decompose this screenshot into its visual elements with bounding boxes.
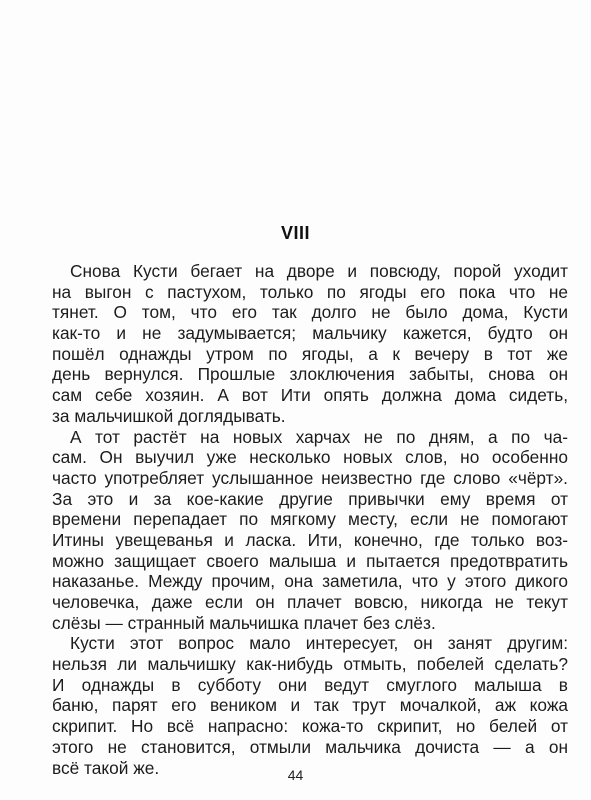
text-line: можно защищает своего малыша и пытается предотвратить	[52, 550, 568, 571]
paragraph-3	[52, 633, 568, 778]
text-line: Итины увещеванья и ласка. Ити, конечно, где только воз-	[52, 529, 568, 550]
text-line: день вернулся. Прошлые злоключения забыты, снова он	[52, 364, 568, 385]
text-line: А тот растёт на новых харчах не по дням, а по ча-	[70, 426, 568, 447]
chapter-body	[52, 261, 568, 778]
text-line: скрипит. Но всё напрасно: кожа-то скрипит, но белей от	[52, 716, 568, 737]
text-line: часто употребляет услышанное неизвестно где слово «чёрт».	[52, 467, 568, 488]
text-line: пошёл однажды утром по ягоды, а к вечеру в тот же	[52, 343, 568, 364]
text-line: Снова Кусти бегает на дворе и повсюду, порой уходит	[70, 261, 568, 281]
text-line: наказанье. Между прочим, она заметила, что у этого дикого	[52, 571, 568, 592]
text-line: времени перепадает по мягкому месту, если не помогают	[52, 509, 568, 530]
text-line: Кусти этот вопрос мало интересует, он занят другим:	[70, 633, 568, 654]
text-line: сам себе хозяин. А вот Ити опять должна дома сидеть,	[52, 385, 568, 406]
paragraph-1	[52, 261, 568, 427]
text-line: нельзя ли мальчишку как-нибудь отмыть, побелей сделать?	[52, 654, 568, 675]
text-line: сам. Он выучил уже несколько новых слов, но особенно	[52, 447, 568, 468]
page-number: 44	[287, 767, 304, 783]
text-line: как-то и не задумывается; мальчику кажется, будто он	[52, 323, 568, 344]
text-line: И однажды в субботу они ведут смуглого малыша в	[52, 674, 568, 695]
text-line: слёзы — странный мальчишка плачет без слёз.	[52, 612, 436, 633]
text-line: За это и за кое-какие другие привычки ему время от	[52, 488, 568, 509]
text-line: всё такой же.	[52, 757, 160, 778]
text-line: за мальчишкой доглядывать.	[52, 405, 286, 426]
text-line: человечка, даже если он плачет вовсю, никогда не текут	[52, 592, 568, 612]
chapter-heading: VIII	[280, 223, 310, 243]
text-line: этого не становится, отмыли мальчика дочиста — а он	[52, 736, 568, 757]
text-line: баню, парят его веником и так трут мочалкой, аж кожа	[52, 695, 568, 716]
text-line: на выгон с пастухом, только по ягоды его пока что не	[52, 281, 568, 302]
paragraph-2	[52, 427, 568, 634]
text-line: тянет. О том, что его так долго не было дома, Кусти	[52, 302, 568, 323]
